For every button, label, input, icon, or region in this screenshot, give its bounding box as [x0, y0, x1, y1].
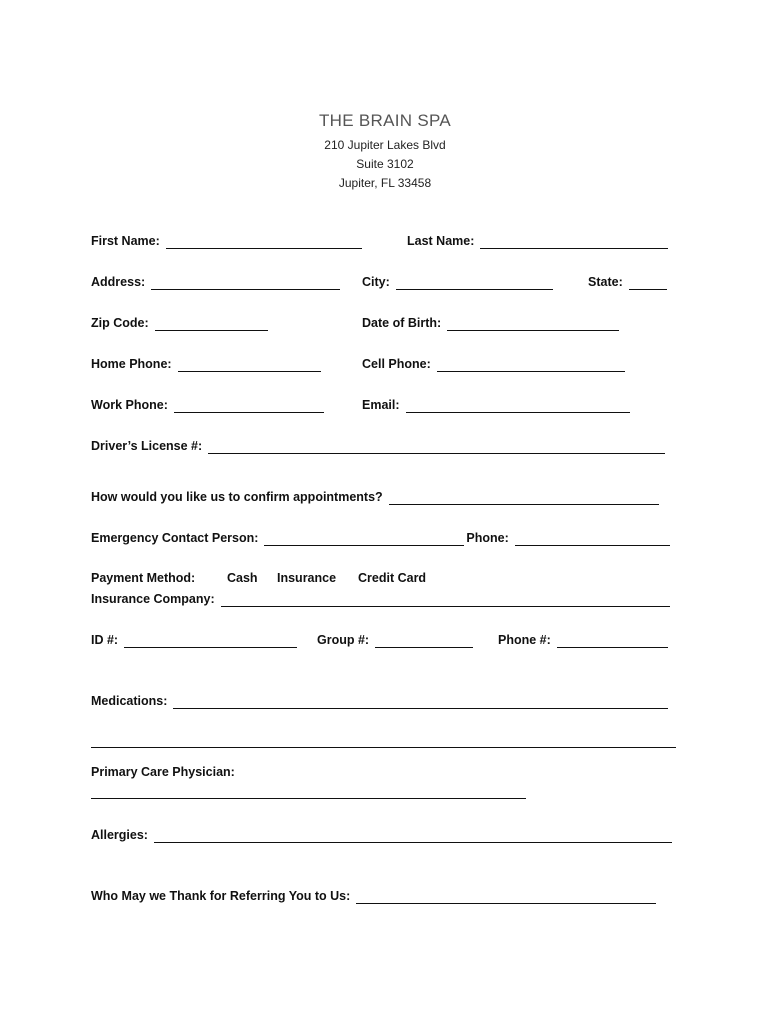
group-row — [317, 630, 473, 648]
cell-phone-field[interactable] — [437, 358, 625, 372]
confirm-appointments-field[interactable] — [389, 491, 659, 505]
medications-field[interactable] — [173, 695, 668, 709]
id-row — [91, 630, 297, 648]
first-name-field[interactable] — [166, 235, 362, 249]
home-phone-label: Home Phone: — [91, 357, 172, 371]
cell-phone-label: Cell Phone: — [362, 357, 431, 371]
first-name-row — [91, 231, 362, 249]
dob-field[interactable] — [447, 317, 619, 331]
email-field[interactable] — [406, 399, 630, 413]
city-label: City: — [362, 275, 390, 289]
address-field[interactable] — [151, 276, 340, 290]
referral-row — [91, 886, 656, 904]
state-field[interactable] — [629, 276, 667, 290]
practice-name: THE BRAIN SPA — [318, 111, 452, 130]
id-field[interactable] — [124, 634, 297, 648]
work-phone-field[interactable] — [174, 399, 324, 413]
zip-label: Zip Code: — [91, 316, 149, 330]
payment-option-credit-card[interactable]: Credit Card — [358, 571, 427, 585]
medications-label: Medications: — [91, 694, 168, 708]
payment-option-cash[interactable]: Cash — [227, 571, 258, 585]
insurance-phone-row — [498, 630, 668, 648]
drivers-license-row — [91, 436, 665, 454]
group-field[interactable] — [375, 634, 473, 648]
allergies-row — [91, 825, 672, 843]
zip-row — [91, 313, 268, 331]
insurance-phone-label: Phone #: — [498, 633, 551, 647]
dob-row — [362, 313, 619, 331]
confirm-appointments-row — [91, 487, 659, 505]
medications-row — [91, 691, 668, 709]
city-field[interactable] — [396, 276, 553, 290]
address-row — [91, 272, 340, 290]
dob-label: Date of Birth: — [362, 316, 442, 330]
last-name-label: Last Name: — [407, 234, 475, 248]
drivers-license-field[interactable] — [208, 440, 665, 454]
address-line-1: 210 Jupiter Lakes Blvd — [324, 138, 446, 152]
home-phone-row — [91, 354, 321, 372]
address-line-2: Suite 3102 — [356, 157, 414, 171]
confirm-appointments-label: How would you like us to confirm appointments? — [91, 490, 383, 504]
insurance-phone-field[interactable] — [557, 634, 668, 648]
referral-field[interactable] — [356, 890, 656, 904]
payment-option-insurance[interactable]: Insurance — [277, 571, 337, 585]
last-name-row — [407, 231, 668, 249]
email-row — [362, 395, 630, 413]
primary-care-field[interactable] — [91, 798, 526, 799]
emergency-contact-field[interactable] — [264, 532, 464, 546]
city-row — [362, 272, 553, 290]
emergency-phone-field[interactable] — [515, 532, 670, 546]
payment-method-label: Payment Method: — [91, 571, 196, 585]
work-phone-row — [91, 395, 324, 413]
home-phone-field[interactable] — [178, 358, 321, 372]
drivers-license-label: Driver’s License #: — [91, 439, 203, 453]
emergency-phone-label: Phone: — [466, 531, 509, 545]
allergies-field[interactable] — [154, 829, 672, 843]
medications-field-line-2[interactable] — [91, 747, 676, 748]
emergency-contact-label: Emergency Contact Person: — [91, 531, 259, 545]
referral-label: Who May we Thank for Referring You to Us: — [91, 889, 351, 903]
zip-field[interactable] — [155, 317, 268, 331]
state-row — [588, 272, 667, 290]
insurance-company-row — [91, 589, 670, 607]
last-name-field[interactable] — [480, 235, 668, 249]
group-label: Group #: — [317, 633, 370, 647]
emergency-contact-row — [91, 528, 670, 546]
primary-care-label: Primary Care Physician: — [91, 765, 235, 779]
address-label: Address: — [91, 275, 146, 289]
insurance-company-label: Insurance Company: — [91, 592, 215, 606]
work-phone-label: Work Phone: — [91, 398, 168, 412]
address-line-3: Jupiter, FL 33458 — [338, 176, 432, 190]
email-label: Email: — [362, 398, 400, 412]
state-label: State: — [588, 275, 623, 289]
id-label: ID #: — [91, 633, 119, 647]
cell-phone-row — [362, 354, 625, 372]
allergies-label: Allergies: — [91, 828, 148, 842]
first-name-label: First Name: — [91, 234, 160, 248]
insurance-company-field[interactable] — [221, 593, 670, 607]
